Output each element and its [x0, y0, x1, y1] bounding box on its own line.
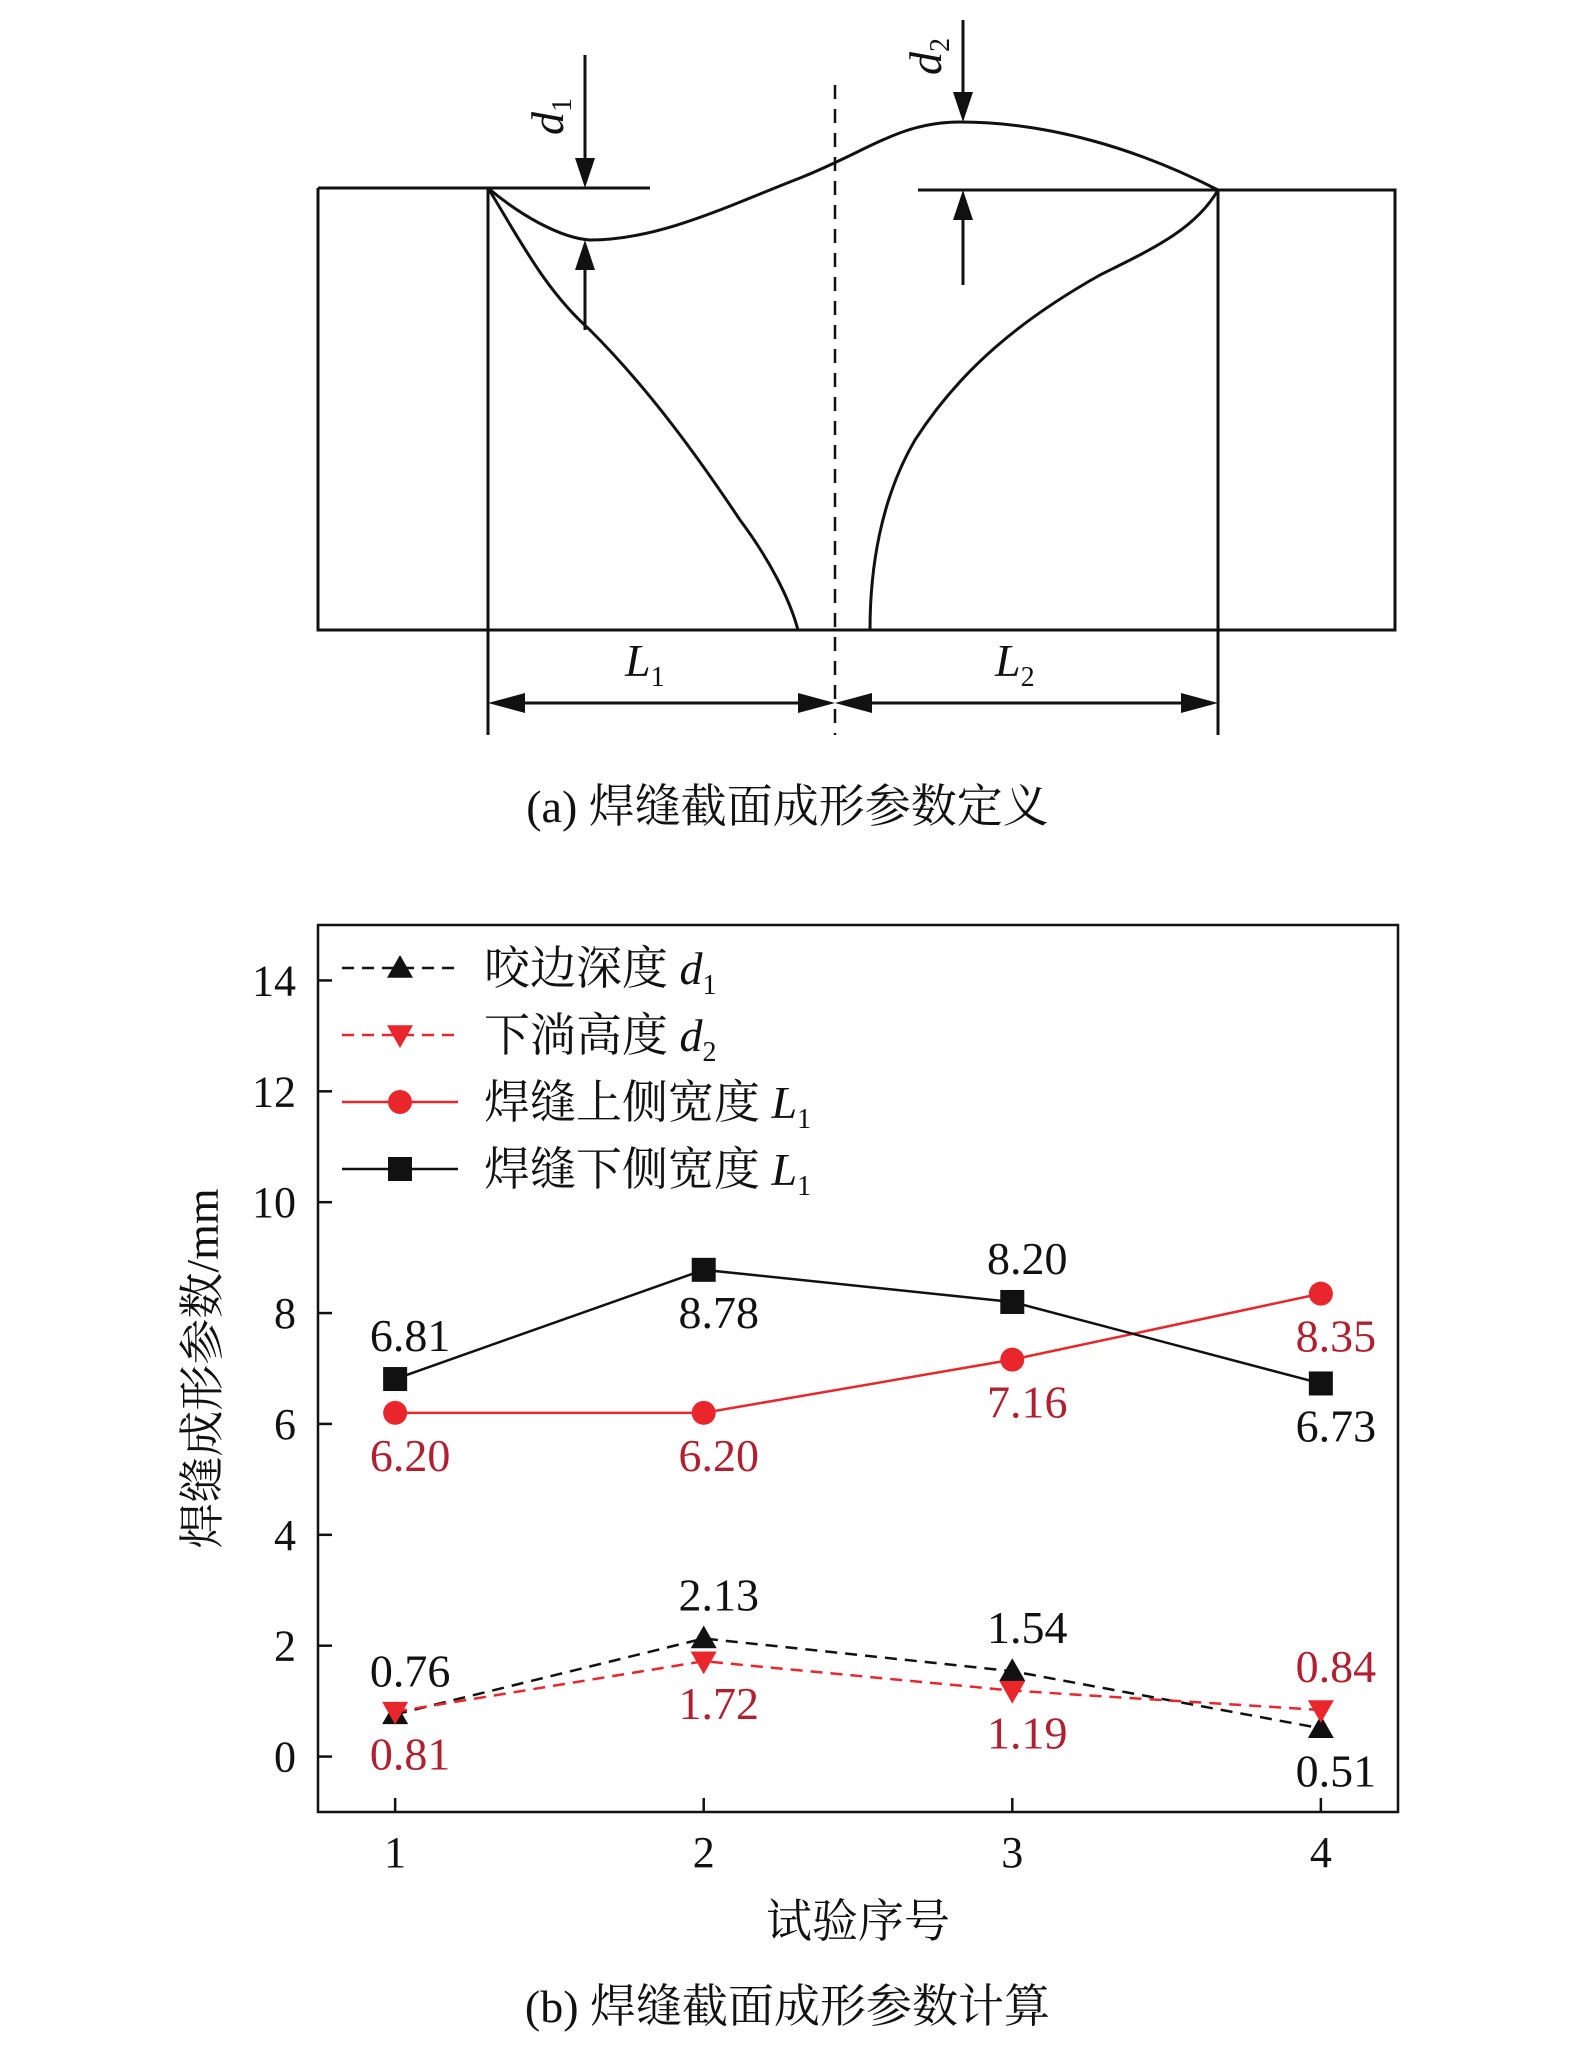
point-L1_lower-1 — [383, 1367, 407, 1391]
series-line-L1_lower — [395, 1270, 1321, 1384]
data-label-d2-3: 1.19 — [987, 1707, 1068, 1759]
d2-label: d2 — [900, 38, 956, 75]
data-label-L1_lower-3: 8.20 — [987, 1232, 1068, 1284]
series-line-d2 — [395, 1661, 1321, 1711]
legend-label-d2: 下淌高度 $d_2$ — [484, 1010, 717, 1068]
y-axis-title: 焊缝成形参数/mm — [177, 1188, 228, 1549]
legend-marker-L1_lower — [388, 1157, 412, 1181]
data-label-L1_lower-4: 6.73 — [1295, 1400, 1377, 1452]
data-label-d2-2: 1.72 — [678, 1678, 759, 1730]
plot-frame — [318, 925, 1398, 1812]
weld-top-surface — [488, 122, 1218, 240]
series-L1_lower — [383, 1258, 1333, 1396]
diagram-labels — [522, 38, 1035, 693]
data-label-d1-1: 0.76 — [369, 1645, 451, 1697]
L1-arrow-left-icon — [488, 693, 525, 713]
point-L1_lower-2 — [692, 1258, 716, 1282]
d1-label: d1 — [522, 98, 578, 135]
plate-outline — [318, 188, 1395, 630]
x-tick-label: 1 — [384, 1828, 407, 1877]
d1-arrow-up-icon — [575, 240, 595, 270]
legend-label-L1_upper: 焊缝上侧宽度 $L_1$ — [484, 1077, 812, 1135]
data-label-d1-4: 0.51 — [1295, 1745, 1377, 1797]
legend-item-d2 — [342, 1010, 717, 1068]
legend-item-L1_upper — [342, 1077, 811, 1135]
caption-a: (a) 焊缝截面成形参数定义 — [526, 781, 1049, 832]
L1-arrow-right-icon — [798, 693, 835, 713]
point-d1-2 — [691, 1625, 717, 1648]
point-L1_upper-2 — [692, 1401, 716, 1425]
series-d2 — [382, 1651, 1334, 1724]
legend — [342, 943, 811, 1202]
legend-label-d1: 咬边深度 $d_1$ — [484, 943, 717, 1001]
y-tick-label: 6 — [274, 1399, 296, 1449]
y-tick-label: 8 — [274, 1289, 296, 1339]
x-tick-label: 4 — [1309, 1828, 1332, 1877]
data-label-L1_upper-3: 7.16 — [987, 1376, 1068, 1428]
series-line-L1_upper — [395, 1294, 1321, 1413]
y-tick-label: 10 — [252, 1178, 296, 1228]
L2-arrow-left-icon — [835, 693, 872, 713]
d2-arrow-down-icon — [953, 92, 973, 122]
series-layer — [382, 1258, 1334, 1738]
legend-item-d1 — [342, 943, 717, 1001]
data-label-L1_upper-4: 8.35 — [1295, 1310, 1377, 1362]
weld-left-boundary — [488, 188, 798, 630]
legend-marker-d1 — [387, 955, 413, 978]
x-tick-label: 3 — [1001, 1828, 1024, 1877]
d2-arrow-up-icon — [953, 190, 973, 220]
series-d1 — [382, 1625, 1334, 1738]
data-label-d2-4: 0.84 — [1295, 1640, 1377, 1692]
point-L1_upper-3 — [1000, 1348, 1024, 1372]
legend-marker-d2 — [387, 1025, 413, 1048]
series-line-d1 — [395, 1638, 1321, 1728]
y-tick-label: 0 — [274, 1732, 296, 1782]
y-tick-label: 2 — [274, 1621, 296, 1671]
y-tick-label: 4 — [274, 1510, 296, 1560]
point-L1_lower-4 — [1309, 1371, 1333, 1395]
data-label-L1_upper-2: 6.20 — [678, 1429, 759, 1481]
L2-arrow-right-icon — [1181, 693, 1218, 713]
weld-section-diagram — [318, 20, 1395, 735]
y-tick-label: 12 — [252, 1067, 296, 1117]
series-L1_upper — [383, 1282, 1333, 1425]
y-tick-label: 14 — [252, 956, 296, 1006]
weld-right-boundary — [870, 190, 1218, 630]
caption-b: (b) 焊缝截面成形参数计算 — [524, 1981, 1051, 2032]
point-L1_lower-3 — [1000, 1290, 1024, 1314]
data-label-d1-2: 2.13 — [678, 1569, 759, 1621]
d1-arrow-down-icon — [575, 158, 595, 188]
data-label-L1_lower-1: 6.81 — [369, 1310, 451, 1362]
L1-label: $L_1$ — [625, 635, 665, 693]
point-L1_upper-1 — [383, 1401, 407, 1425]
point-d2-4 — [1308, 1700, 1334, 1723]
chart — [177, 925, 1398, 1947]
point-d1-3 — [999, 1658, 1025, 1681]
data-label-d2-1: 0.81 — [369, 1728, 451, 1780]
data-label-d1-3: 1.54 — [987, 1602, 1068, 1654]
legend-marker-L1_upper — [388, 1090, 412, 1114]
x-tick-label: 2 — [692, 1828, 715, 1877]
x-axis-title: 试验序号 — [766, 1896, 950, 1947]
legend-label-L1_lower: 焊缝下侧宽度 $L_1$ — [484, 1144, 812, 1202]
legend-item-L1_lower — [342, 1144, 811, 1202]
L2-label: $L_2$ — [995, 635, 1035, 693]
data-label-L1_upper-1: 6.20 — [369, 1429, 451, 1481]
data-label-L1_lower-2: 8.78 — [678, 1286, 759, 1338]
diagram-arrowheads — [488, 92, 1218, 713]
point-L1_upper-4 — [1309, 1282, 1333, 1306]
